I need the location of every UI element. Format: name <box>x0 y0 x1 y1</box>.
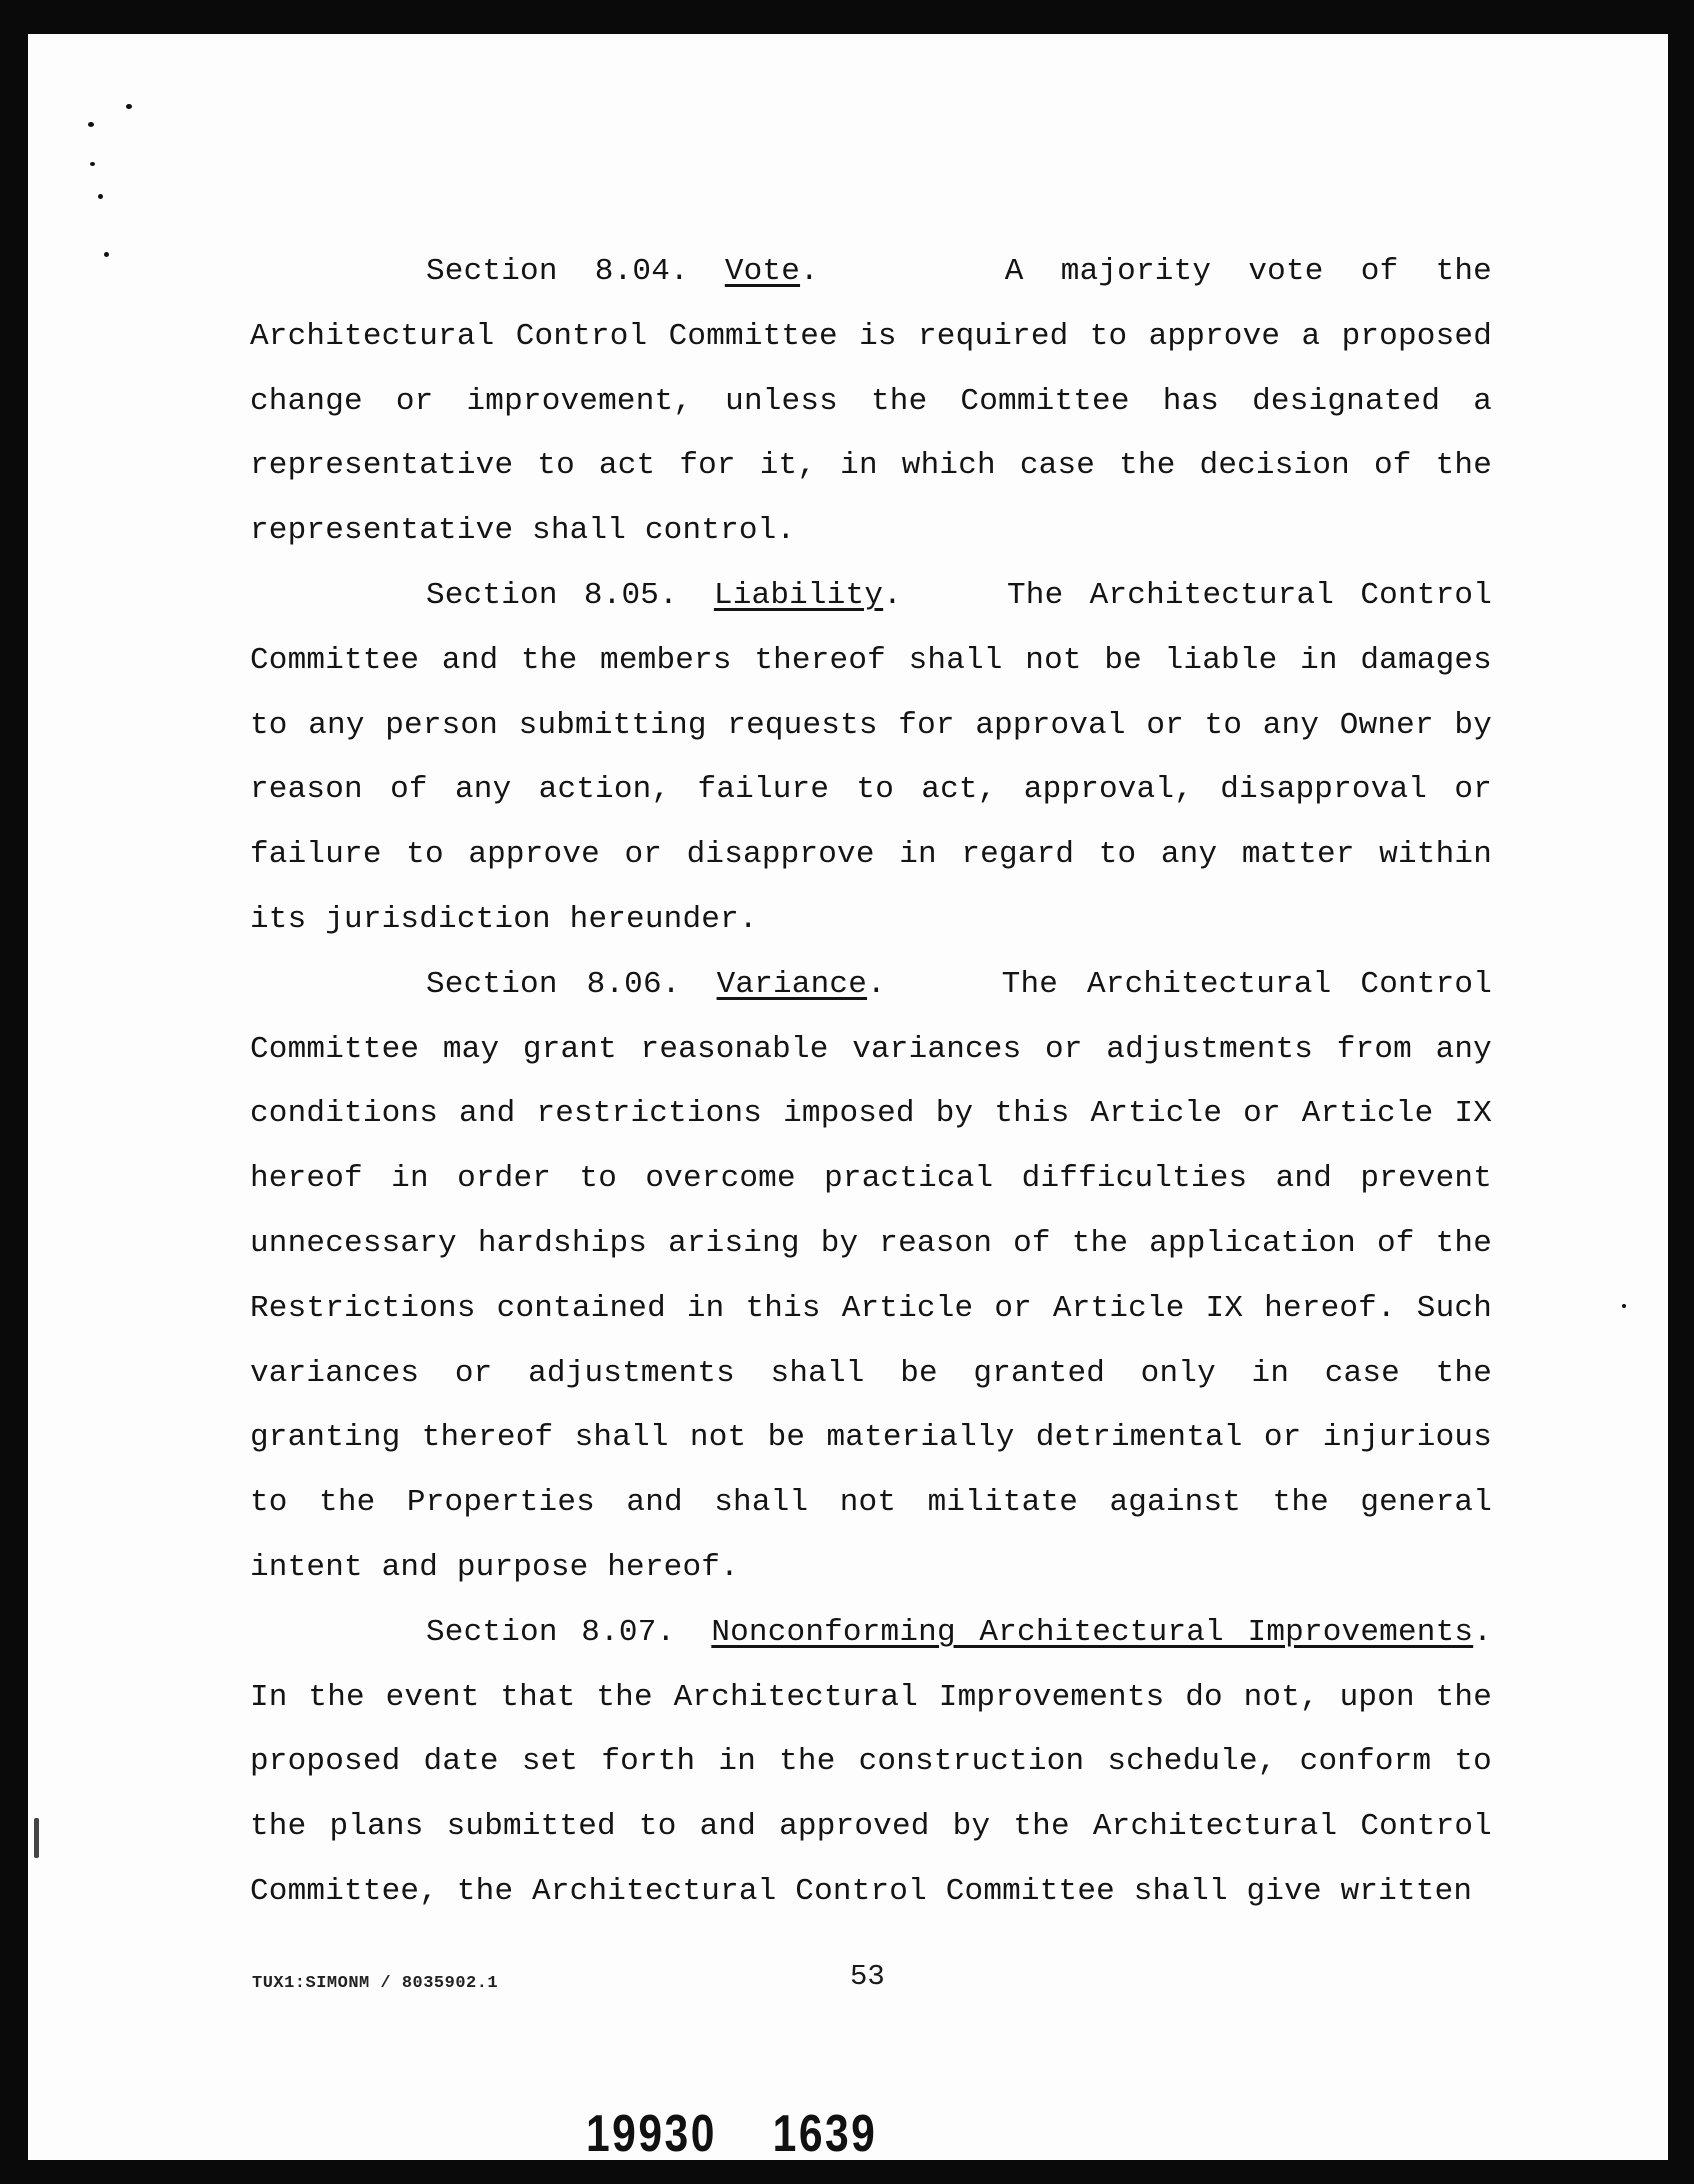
recording-stamp <box>586 2104 877 2164</box>
section-number: Section 8.04. <box>426 254 689 289</box>
section-8-06: Section 8.06. Variance. The Architectural Control Committee may grant reasonable variances or adjustments from any conditions and restrictions imposed by this Article or Article IX hereof in order to overcome practical difficulties and prevent unnecessary hardships arising by reason of the application of the Restrictions contained in this Article or Article IX hereof. Such variances or adjustments shall be granted only in case the granting thereof shall not be materially detrimental or injurious to the Properties and shall not militate against the general intent and purpose hereof. <box>250 966 1493 1585</box>
section-8-04: Section 8.04. Vote. A majority vote of the Architectural Control Committee is required to approve a proposed change or improvement, unless the Committee has designated a representative to act for it, in which case the decision of the representative shall control. <box>250 254 1492 549</box>
scan-speck <box>88 122 94 127</box>
section-title: Variance <box>716 966 868 1002</box>
section-8-07: Section 8.07. Nonconforming Architectural Improvements. In the event that the Architectural Improvements do not, upon the proposed date set forth in the construction schedule, conform to the plans submitted to and approved by the Architectural Control Committee, the Architectural Control Committee shall give written <box>250 1614 1492 1909</box>
scan-speck <box>1622 1304 1626 1308</box>
scan-speck <box>34 1818 39 1858</box>
section-text: The Architectural Control Committee and the members thereof shall not be liable in damages to any person submitting requests for approval or to any Owner by reason of any action, failure to act, approval, disapproval or failure to approve or disapprove in regard to any matter within its jurisdiction hereunder. <box>250 577 1492 937</box>
section-title: Nonconforming Architectural Improvements <box>711 1614 1474 1650</box>
section-title: Liability <box>713 577 884 613</box>
section-8-05: Section 8.05. Liability. The Architectural Control Committee and the members thereof shall not be liable in damages to any person submitting requests for approval or to any Owner by reason of any action, failure to act, approval, disapproval or failure to approve or disapprove in regard to any matter within its jurisdiction hereunder. <box>250 577 1492 937</box>
document-page <box>28 34 1668 2163</box>
document-id: TUX1:SIMONM / 8035902.1 <box>252 1974 499 1993</box>
scan-speck <box>104 252 109 257</box>
section-text: The Architectural Control Committee may grant reasonable variances or adjustments from any conditions and restrictions imposed by this Article or Article IX hereof in order to overcome practical difficulties and prevent unnecessary hardships arising by reason of the application of the Restrictions contained in this Article or Article IX hereof. Such variances or adjustments shall be granted only in case the granting thereof shall not be materially detrimental or injurious to the Properties and shall not militate against the general intent and purpose hereof. <box>250 966 1493 1585</box>
section-text: In the event that the Architectural Improvements do not, upon the proposed date set forth in the construction schedule, conform to the plans submitted to and approved by the Architectural Control Committee, the Architectural Control Committee shall give written <box>250 1679 1492 1909</box>
body-text <box>250 240 1492 1925</box>
scan-speck <box>90 162 95 166</box>
section-text: A majority vote of the Architectural Control Committee is required to approve a proposed change or improvement, unless the Committee has designated a representative to act for it, in which case the decision of the representative shall control. <box>250 254 1492 549</box>
scan-speck <box>126 104 132 109</box>
page-number: 53 <box>850 1960 885 1993</box>
section-title: Vote <box>724 254 801 289</box>
stamp-volume: 19930 <box>586 2105 717 2163</box>
section-number: Section 8.05. <box>426 577 678 613</box>
section-number: Section 8.06. <box>426 966 681 1002</box>
section-number: Section 8.07. <box>426 1614 676 1650</box>
stamp-page: 1639 <box>772 2105 878 2163</box>
scan-speck <box>98 194 103 199</box>
